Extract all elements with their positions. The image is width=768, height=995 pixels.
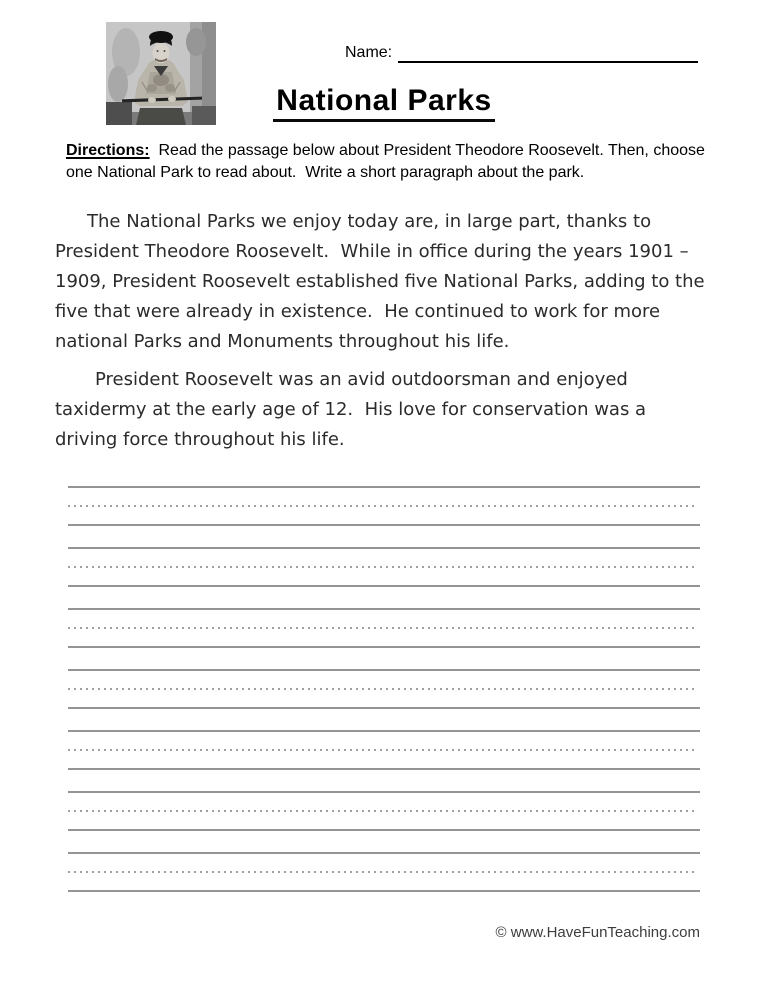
directions-text: Read the passage below about President Theodore Roosevelt. Then, choose one National Park to read about. Write a short paragraph about the park. [66,142,710,181]
dotted-midline [68,871,695,873]
header [0,0,768,130]
footer [0,924,700,941]
dotted-midline [68,810,695,812]
name-row [345,44,698,63]
name-input-line[interactable] [398,46,698,63]
copyright-text: © www.HaveFunTeaching.com [495,924,700,941]
writing-line[interactable] [68,852,700,892]
passage-paragraph-1: The National Parks we enjoy today are, in large part, thanks to President Theodore Roosevelt. While in office during the years 1901 – 1909, President Roosevelt established five National Parks, adding to the five that were already in existence. He continued to work for more national Parks and Monuments throughout his life. [55,211,711,352]
page-title: National Parks [273,84,494,122]
writing-line[interactable] [68,547,700,587]
passage [55,207,712,455]
directions-label: Directions: [66,142,150,159]
writing-line[interactable] [68,608,700,648]
dotted-midline [68,688,695,690]
dotted-midline [68,566,695,568]
name-label: Name: [345,44,393,61]
dotted-midline [68,505,695,507]
dotted-midline [68,627,695,629]
writing-line[interactable] [68,791,700,831]
dotted-midline [68,749,695,751]
directions [66,140,708,183]
writing-lines[interactable] [68,486,700,892]
writing-line[interactable] [68,730,700,770]
passage-paragraph-2: President Roosevelt was an avid outdoorsman and enjoyed taxidermy at the early age of 12. His love for conservation was a driving force throughout his life. [55,369,652,450]
writing-line[interactable] [68,486,700,526]
writing-line[interactable] [68,669,700,709]
title-wrap [0,84,768,122]
